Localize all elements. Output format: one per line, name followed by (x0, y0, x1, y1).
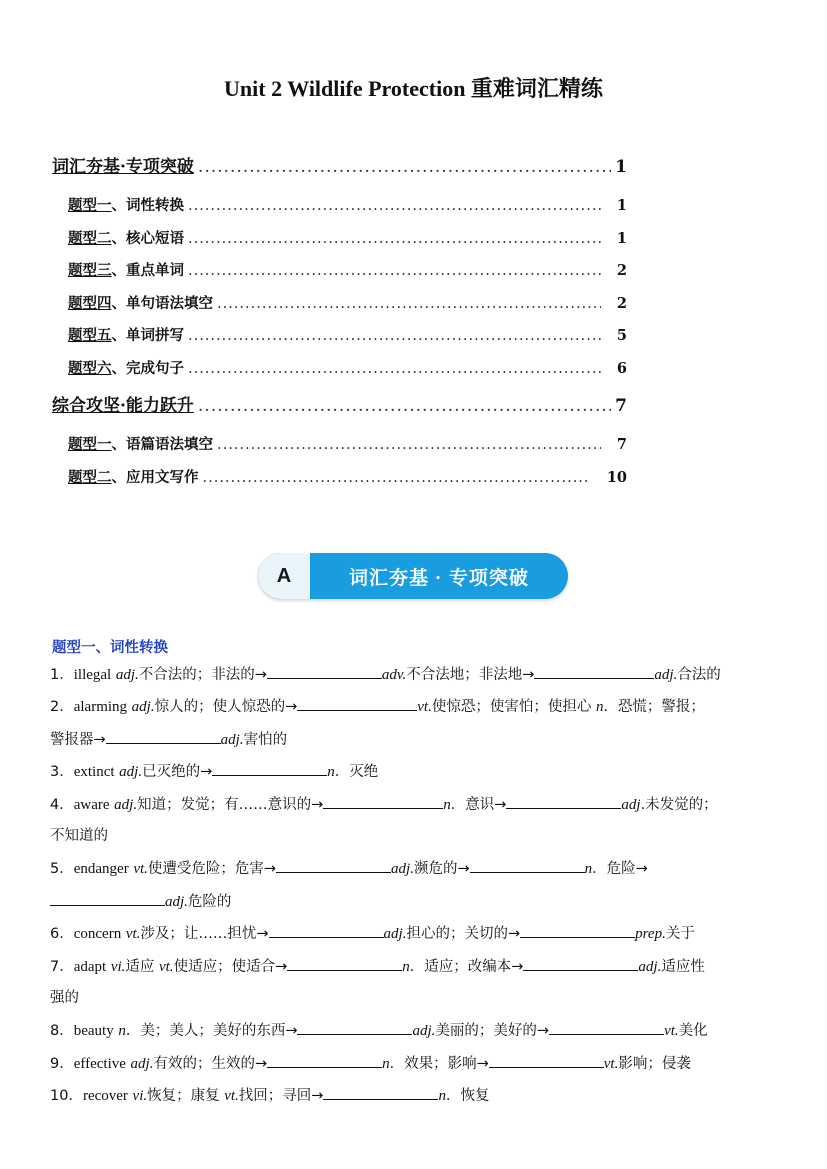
exercise-line-5: 5．endanger vt.使遭受危险；危害→ adj.濒危的→ n．危险→ (50, 856, 790, 888)
toc-leader (217, 296, 601, 312)
toc-leader (188, 361, 601, 377)
banner-badge: A (258, 553, 310, 599)
toc-leader (217, 437, 601, 453)
answer-blank[interactable] (523, 954, 638, 971)
toc-item[interactable] (52, 357, 627, 390)
toc-item-label: 、单词拼写 (111, 327, 184, 344)
answer-blank[interactable] (297, 694, 417, 711)
answer-blank[interactable] (506, 792, 621, 809)
exercise-line-5-cont: adj.危险的 (50, 889, 790, 921)
exercise-line-2: 2．alarming adj.惊人的；使人惊恐的→ vt.使惊恐；使害怕；使担心 n．恐慌；警报； (50, 694, 790, 726)
answer-blank[interactable] (276, 856, 391, 873)
toc-item-type: 题型二 (68, 229, 112, 247)
toc-item[interactable] (52, 259, 627, 292)
toc-item-type: 题型六 (68, 359, 112, 377)
toc-page-number: 2 (616, 262, 627, 279)
toc-page-number: 10 (606, 468, 627, 486)
toc-page-number: 1 (615, 157, 627, 177)
toc-page-number: 7 (616, 436, 627, 453)
toc-item-label: 、核心短语 (111, 229, 184, 247)
answer-blank[interactable] (287, 954, 402, 971)
toc-item-type: 题型五 (68, 327, 112, 344)
page-title: Unit 2 Wildlife Protection 重难词汇精练 (224, 76, 603, 101)
exercise-line-6: 6．concern vt.涉及；让……担忧→ adj.担心的；关切的→ prep.关于 (50, 921, 790, 953)
toc-page-number: 1 (616, 197, 627, 214)
toc-page-number: 5 (616, 327, 627, 344)
toc-item[interactable] (52, 466, 627, 499)
toc-item[interactable] (52, 194, 627, 227)
toc-item-label: 、词性转换 (111, 197, 184, 214)
toc-item[interactable] (52, 227, 627, 260)
exercise-line-2-cont: 警报器→ adj.害怕的 (50, 727, 790, 759)
exercise-line-3: 3．extinct adj.已灭绝的→ n．灭绝 (50, 759, 790, 791)
toc-item-label: 、应用文写作 (111, 468, 199, 486)
toc-page-number: 7 (615, 396, 627, 416)
toc-section-1[interactable] (52, 150, 627, 194)
toc-leader (198, 157, 611, 177)
toc-leader (188, 231, 601, 247)
toc-leader (188, 328, 601, 344)
toc-leader (188, 263, 601, 279)
exercise-line-8: 8．beauty n．美；美人；美好的东西→ adj.美丽的；美好的→ vt.美化 (50, 1018, 790, 1050)
toc-item-label: 、完成句子 (111, 359, 184, 377)
toc-page-number: 1 (616, 229, 627, 247)
exercise-line-4-cont: 不知道的 (50, 827, 108, 844)
answer-blank[interactable] (534, 662, 654, 679)
toc-item-label: 、单句语法填空 (111, 294, 213, 312)
exercise-line-4: 4．aware adj.知道；发觉；有……意识的→ n．意识→ adj.未发觉的； (50, 792, 790, 824)
toc-item[interactable] (52, 433, 627, 466)
toc-page-number: 2 (616, 294, 627, 312)
answer-blank[interactable] (470, 856, 585, 873)
toc-leader (198, 396, 611, 416)
answer-blank[interactable] (520, 921, 635, 938)
toc-item-label: 、语篇语法填空 (111, 436, 213, 453)
toc-item-type: 题型四 (68, 294, 112, 312)
toc-item-label: 、重点单词 (111, 262, 184, 279)
toc-item-type: 题型三 (68, 262, 112, 279)
exercise-list (50, 662, 790, 1115)
toc-item[interactable] (52, 292, 627, 325)
toc-section-label: 综合攻坚·能力跃升 (52, 396, 194, 416)
exercise-line-7: 7．adapt vi.适应 vt.使适应；使适合→ n．适应；改编本→ adj.适应性 (50, 954, 790, 986)
section-heading: 题型一、词性转换 (52, 639, 168, 656)
toc-section-label: 词汇夯基·专项突破 (52, 157, 194, 177)
answer-blank[interactable] (549, 1018, 664, 1035)
exercise-line-1: 1．illegal adj.不合法的；非法的→ adv.不合法地；非法地→ adj.合法的 (50, 662, 790, 694)
answer-blank[interactable] (269, 921, 384, 938)
section-banner (258, 553, 568, 599)
answer-blank[interactable] (489, 1051, 604, 1068)
answer-blank[interactable] (212, 759, 327, 776)
toc-item-type: 题型一 (68, 197, 112, 214)
toc-item-type: 题型一 (68, 436, 112, 453)
banner-title: 词汇夯基 · 专项突破 (349, 567, 529, 589)
table-of-contents (52, 150, 627, 498)
toc-item[interactable] (52, 324, 627, 357)
answer-blank[interactable] (297, 1018, 412, 1035)
answer-blank[interactable] (267, 1051, 382, 1068)
answer-blank[interactable] (323, 1083, 438, 1100)
exercise-line-7-cont: 强的 (50, 989, 79, 1006)
answer-blank[interactable] (267, 662, 382, 679)
exercise-line-9: 9．effective adj.有效的；生效的→ n．效果；影响→ vt.影响；侵袭 (50, 1051, 790, 1083)
toc-page-number: 6 (616, 359, 627, 377)
toc-leader (188, 198, 601, 214)
exercise-line-10: 10．recover vi.恢复；康复 vt.找回；寻回→ n．恢复 (50, 1083, 790, 1115)
answer-blank[interactable] (50, 889, 165, 906)
answer-blank[interactable] (106, 727, 221, 744)
answer-blank[interactable] (323, 792, 443, 809)
toc-section-2[interactable] (52, 389, 627, 433)
toc-leader (203, 470, 590, 486)
toc-item-type: 题型二 (68, 468, 112, 486)
